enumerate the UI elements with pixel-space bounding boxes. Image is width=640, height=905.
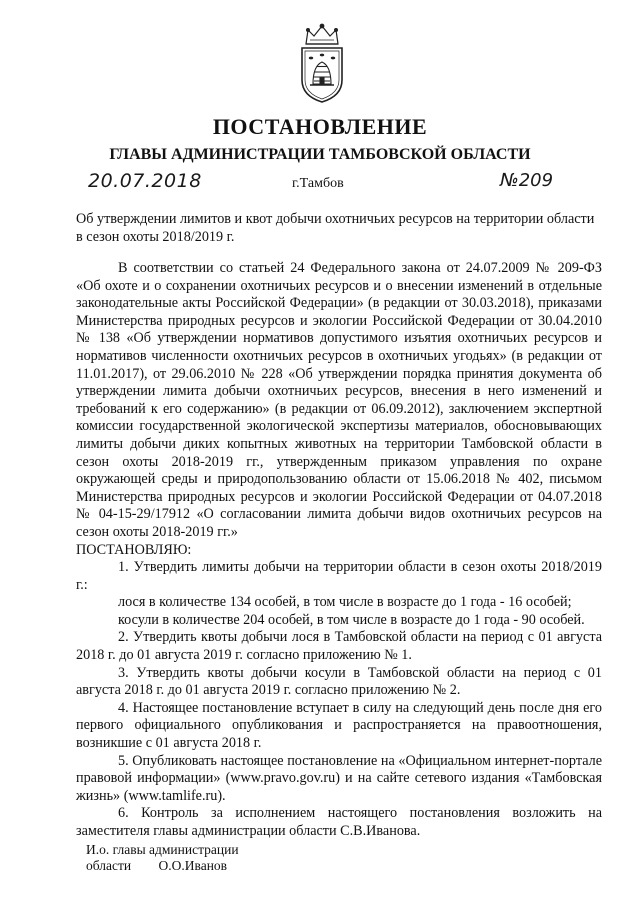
item-4-paragraph: 4. Настоящее постановление вступает в силу на следующий день после дня его первого официального опубликования и распространяется на правоотношения, возникшие с 01 августа 2018 г.	[76, 699, 602, 752]
item-3-paragraph: 3. Утвердить квоты добычи косули в Тамбовской области на период с 01 августа 2018 г. до 01 августа 2019 г. согласно приложению № 2.	[76, 664, 602, 699]
item-5-paragraph: 5. Опубликовать настоящее постановление на «Официальном интернет-портале правовой информации» (www.pravo.gov.ru) и на сайте сетевого издания «Тамбовская жизнь» (www.tamlife.ru).	[76, 752, 602, 804]
document-city: г.Тамбов	[292, 176, 344, 191]
preamble-paragraph: В соответствии со статьей 24 Федерального закона от 24.07.2009 № 209-ФЗ «Об охоте и о сохранении охотничьих ресурсов и о внесении изменений в отдельные законодательные акты Российской Федерации» (в редакции от 30.03.2018), приказами Министерства природных ресурсов и экологии Российской Федерации от 30.04.2010 № 138 «Об утверждении нормативов допустимого изъятия охотничьих ресурсов и нормативов численности охотничьих ресурсов в охотничьих угодьях» (в редакции от 11.01.2017), от 29.06.2010 № 228 «Об утверждении порядка принятия документа об утверждении лимита добычи охотничьих ресурсов, внесения в него изменений и требований к его содержанию» (в редакции от 06.09.2012), заключением экспертной комиссии государственной экологической экспертизы материалов, обосновывающих лимиты добычи диких копытных животных на территории Тамбовской области в сезон охоты 2018-2019 гг., утвержденным приказом управления по охране окружающей среды и природопользованию области от 15.06.2018 № 402, письмом Министерства природных ресурсов и экологии Российской Федерации от 04.07.2018 № 04-15-29/17912 «О согласовании лимита добычи видов охотничьих ресурсов на сезон охоты 2018-2019 гг.»	[76, 260, 602, 540]
signature-name: О.О.Иванов	[158, 858, 228, 873]
document-subject: Об утверждении лимитов и квот добычи охотничьих ресурсов на территории области в сезон охоты 2018/2019 г.	[76, 211, 595, 245]
item-2-paragraph: 2. Утвердить квоты добычи лося в Тамбовской области на период с 01 августа 2018 г. до 01 августа 2019 г. согласно приложению № 1.	[76, 629, 602, 664]
item-1-paragraph: 1. Утвердить лимиты добычи на территории области в сезон охоты 2018/2019 г.:	[76, 559, 602, 593]
document-subtitle: ГЛАВЫ АДМИНИСТРАЦИИ ТАМБОВСКОЙ ОБЛАСТИ	[109, 146, 531, 163]
signature-block	[86, 842, 239, 874]
signature-position-line1: И.о. главы администрации	[86, 842, 239, 857]
document-number: №209	[500, 170, 554, 191]
item-1-moose-line: лося в количестве 134 особей, в том числе в возрасте до 1 года - 16 особей;	[118, 594, 572, 611]
document-date: 20.07.2018	[88, 170, 202, 192]
decree-heading: ПОСТАНОВЛЯЮ:	[76, 541, 192, 558]
item-6-paragraph: 6. Контроль за исполнением настоящего постановления возложить на заместителя главы администрации области С.В.Иванова.	[76, 805, 602, 839]
document-body	[76, 260, 602, 841]
signature-position-line2: области	[86, 858, 132, 873]
document-title: ПОСТАНОВЛЕНИЕ	[212, 114, 428, 139]
item-1-roe-line: косули в количестве 204 особей, в том числе в возрасте до 1 года - 90 особей.	[118, 611, 585, 628]
coat-of-arms-emblem	[296, 22, 348, 104]
